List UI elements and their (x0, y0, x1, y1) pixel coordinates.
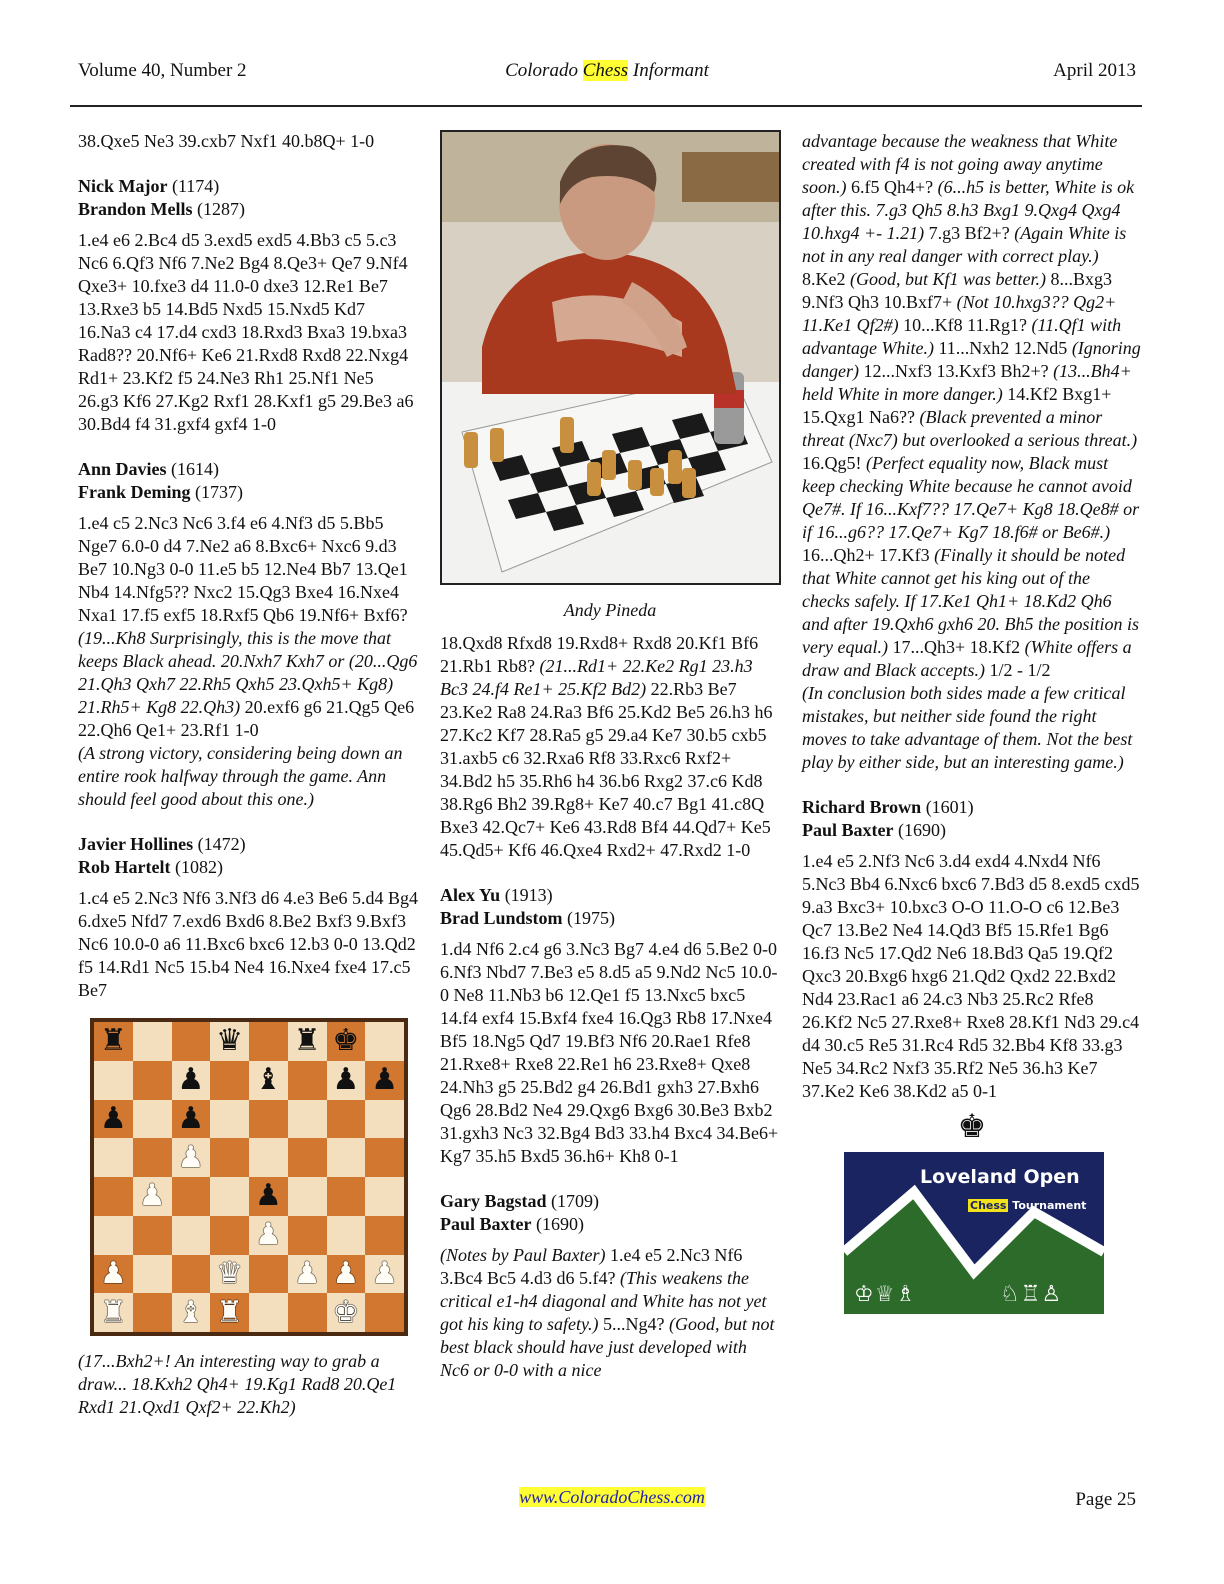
game-ann-davies (78, 458, 418, 811)
logo-sub-highlight: Chess (970, 1199, 1007, 1212)
square-e5 (249, 1138, 288, 1177)
square-c6 (172, 1100, 211, 1139)
square-f1 (288, 1293, 327, 1332)
annotation: (Black prevented a minor threat (Nxc7) but overlooked a serious threat.) (802, 407, 1138, 450)
annotation: (Perfect equality now, Black must keep checking White because he cannot avoid Qe7#. If 16...Kxf7?? 17.Qe7+ Kg8 18.Qe8# or if 16...g6?? 17.Qe7+ Kg7 18.f6# or Be6#.) (802, 453, 1140, 542)
square-b8 (133, 1022, 172, 1061)
moves-part: 20.exf6 g6 21.Qg5 Qe6 22.Qh6 Qe1+ 23.Rf1 1-0 (78, 697, 415, 740)
white-rating: (1709) (546, 1191, 600, 1211)
title-part-1: Colorado (505, 60, 583, 81)
square-g1 (327, 1293, 366, 1332)
loveland-open-logo[interactable] (844, 1152, 1104, 1314)
moves-part: 5...Ng4? (598, 1314, 669, 1334)
white-rating: (1913) (500, 885, 553, 905)
annotation: (Ignoring danger) (802, 338, 1141, 381)
players (802, 796, 1142, 842)
player-photo (440, 130, 781, 585)
annotation: (Good, but Kf1 was better.) (850, 269, 1046, 289)
continued-annotated-game (802, 130, 1142, 774)
logo-title: Loveland Open (920, 1166, 1080, 1188)
black-pawn-icon: ♟ (332, 1062, 360, 1098)
black-pawn-icon: ♟ (99, 1100, 127, 1136)
square-g6 (327, 1100, 366, 1139)
white-rook-icon: ♜ (216, 1294, 244, 1330)
black-king-icon: ♚ (332, 1023, 360, 1059)
white-rating: (1614) (166, 459, 220, 479)
square-f7 (288, 1061, 327, 1100)
square-f2 (288, 1255, 327, 1294)
white-rook-icon: ♜ (99, 1294, 127, 1330)
square-e7 (249, 1061, 288, 1100)
black-pawn-icon: ♟ (177, 1062, 205, 1098)
game-javier-hollines (78, 833, 418, 1002)
square-g5 (327, 1138, 366, 1177)
black-player: Paul Baxter (440, 1214, 532, 1234)
annotation: (Again White is not in any real danger with correct play.) (802, 223, 1127, 266)
page-number: Page 25 (1075, 1489, 1136, 1510)
square-a4 (94, 1177, 133, 1216)
website-link-text[interactable]: www.ColoradoChess.com (519, 1487, 705, 1507)
black-rating: (1737) (190, 482, 243, 502)
square-f3 (288, 1216, 327, 1255)
square-h5 (365, 1138, 404, 1177)
white-pawn-icon: ♟ (332, 1255, 360, 1291)
diagram-annotation: (17...Bxh2+! An interesting way to grab a draw... 18.Kxh2 Qh4+ 19.Kg1 Rad8 20.Qe1 Rxd1 21.Qxd1 Qxf2+ 22.Kh2) (78, 1351, 397, 1417)
website-link[interactable] (0, 1487, 1224, 1508)
moves-part: 1/2 - 1/2 (984, 660, 1051, 680)
square-a8 (94, 1022, 133, 1061)
square-h8 (365, 1022, 404, 1061)
square-c3 (172, 1216, 211, 1255)
annotation: (13...Bh4+ held White in more danger.) (802, 361, 1132, 404)
black-pawn-icon: ♟ (371, 1062, 399, 1098)
white-king-icon: ♚ (332, 1294, 360, 1330)
square-c1 (172, 1293, 211, 1332)
square-g7 (327, 1061, 366, 1100)
square-e8 (249, 1022, 288, 1061)
square-h6 (365, 1100, 404, 1139)
black-player: Paul Baxter (802, 820, 894, 840)
square-b2 (133, 1255, 172, 1294)
square-e1 (249, 1293, 288, 1332)
square-b4 (133, 1177, 172, 1216)
black-rating: (1690) (531, 1214, 584, 1234)
black-king-icon: ♚ (957, 1107, 987, 1145)
photo-caption: Andy Pineda (563, 600, 657, 620)
moves-part: 16...Qh2+ 17.Kf3 (802, 545, 935, 565)
black-bishop-icon: ♝ (254, 1062, 282, 1098)
square-e6 (249, 1100, 288, 1139)
black-rating: (1287) (192, 199, 246, 219)
photo-illustration (442, 132, 781, 585)
chess-diagram (90, 1018, 408, 1336)
annotation: (This weakens the critical e1-h4 diagonal and White has not yet got his king to safety.) (440, 1268, 767, 1334)
annotation: advantage because the weakness that White created with f4 is not going away anytime soon.) (802, 131, 1118, 197)
logo-sub-rest: Tournament (1008, 1199, 1087, 1212)
game-moves (802, 130, 1142, 682)
annotation: (Notes by Paul Baxter) (440, 1245, 606, 1265)
square-g8 (327, 1022, 366, 1061)
chess-pieces-icon: ♘♖♙ (1000, 1282, 1063, 1307)
black-queen-icon: ♛ (216, 1023, 244, 1059)
white-rating: (1601) (921, 797, 974, 817)
white-bishop-icon: ♝ (177, 1294, 205, 1330)
players (78, 458, 418, 504)
annotation: (6...h5 is better, White is ok after this. 7.g3 Qh5 8.h3 Bxg1 9.Qxg4 Qxg4 10.hxg4 +- 1.21) (802, 177, 1135, 243)
game-nick-major (78, 175, 418, 436)
title-part-2: Informant (628, 60, 709, 81)
moves-part: 17...Qh3+ 18.Kf2 (887, 637, 1025, 657)
square-e4 (249, 1177, 288, 1216)
players (440, 884, 780, 930)
players (440, 1190, 780, 1236)
intro-moves: 38.Qxe5 Ne3 39.cxb7 Nxf1 40.b8Q+ 1-0 (78, 131, 375, 151)
header-rule (70, 105, 1142, 107)
square-f5 (288, 1138, 327, 1177)
annotation: (Finally it should be noted that White cannot get his king out of the checks safely. If 17.Ke1 Qh1+ 18.Kd2 Qh6 and after 19.Qxh6 gxh6 20. Bh5 the position is very equal.) (802, 545, 1139, 657)
annotation: (21...Rd1+ 22.Ke2 Rg1 23.h3 Bc3 24.f4 Re1+ 25.Kf2 Bd2) (440, 656, 753, 699)
game-richard-brown (802, 796, 1142, 1103)
square-e3 (249, 1216, 288, 1255)
chess-pieces-icon: ♔♕♗ (854, 1282, 917, 1307)
white-player: Ann Davies (78, 459, 167, 479)
white-player: Alex Yu (440, 885, 501, 905)
issue-date: April 2013 (1053, 60, 1136, 81)
publication-title (78, 60, 1136, 82)
white-pawn-icon: ♟ (371, 1255, 399, 1291)
square-b3 (133, 1216, 172, 1255)
moves-part: 1.e4 c5 2.Nc3 Nc6 3.f4 e6 4.Nf3 d5 5.Bb5 Nge7 6.0-0 d4 7.Ne2 a6 8.Bxc6+ Nxc6 9.d3 Be7 10.Ng3 0-0 11.e5 b5 12.Ne4 Bb7 13.Qe1 Nb4 14.Nfg5?? Nxc2 15.Qg3 Bxe4 16.Nxe4 Nxa1 17.f5 exf5 18.Rxf5 Qb6 19.Nf6+ Bxf6? (78, 513, 408, 625)
white-player: Richard Brown (802, 797, 922, 817)
square-a1 (94, 1293, 133, 1332)
square-g3 (327, 1216, 366, 1255)
square-a7 (94, 1061, 133, 1100)
logo-subtitle (968, 1194, 1086, 1217)
white-pawn-icon: ♟ (293, 1255, 321, 1291)
players (78, 175, 418, 221)
square-c2 (172, 1255, 211, 1294)
moves-part: 1.e4 e5 2.Nc3 Nf6 3.Bc4 Bc5 4.d3 d6 5.f4? (440, 1245, 743, 1288)
black-player: Brad Lundstom (440, 908, 563, 928)
game-moves: 1.d4 Nf6 2.c4 g6 3.Nc3 Bg7 4.e4 d6 5.Be2 0-0 6.Nf3 Nbd7 7.Be3 e5 8.d5 a5 9.Nd2 Nc5 10.0-0 Ne8 11.Nb3 b6 12.Qe1 f5 13.Nxc5 bxc5 14.f4 exf4 15.Bxf4 fxe4 16.Qg3 Rb8 17.Nxe4 Bf5 18.Ng5 Qd7 19.Bf3 Nf6 20.Rae1 Rfe8 21.Rxe8+ Rxe8 22.Re1 h6 23.Rxe8+ Qxe8 24.Nh3 g5 25.Bd2 g4 26.Bd1 gxh3 27.Bxh6 Qg6 28.Bd2 Ne4 29.Qxg6 Bxg6 30.Be3 Bxb2 31.gxh3 Nc3 32.Bg4 Bd3 33.h4 Bxc4 34.Be6+ Kg7 35.h5 Bxd5 36.h6+ Kh8 0-1 (440, 939, 779, 1166)
square-h2 (365, 1255, 404, 1294)
black-player: Frank Deming (78, 482, 191, 502)
white-player: Javier Hollines (78, 834, 194, 854)
game-gary-bagstad (440, 1190, 780, 1382)
annotation: (A strong victory, considering being down an entire rook halfway through the game. Ann should feel good about this one.) (78, 743, 403, 809)
page-header (78, 60, 1136, 86)
moves-part: 8...Bxg3 9.Nf3 Qh3 10.Bxf7+ (802, 269, 1113, 312)
square-d4 (210, 1177, 249, 1216)
square-a2 (94, 1255, 133, 1294)
white-pawn-icon: ♟ (138, 1178, 166, 1214)
square-h3 (365, 1216, 404, 1255)
square-c4 (172, 1177, 211, 1216)
moves-part: 11...Nxh2 12.Nd5 (933, 338, 1072, 358)
black-rook-icon: ♜ (293, 1023, 321, 1059)
white-rating: (1174) (167, 176, 220, 196)
black-rating: (1690) (893, 820, 946, 840)
annotation: (11.Qf1 with advantage White.) (802, 315, 1122, 358)
square-f8 (288, 1022, 327, 1061)
game-moves: 1.e4 e5 2.Nf3 Nc6 3.d4 exd4 4.Nxd4 Nf6 5.Nc3 Bb4 6.Nxc6 bxc6 7.Bd3 d5 8.exd5 cxd5 9.a3 Bxc3+ 10.bxc3 O-O 11.O-O c6 12.Be3 Qc7 13.Be2 Ne4 14.Qd3 Bf5 15.Rfe1 Bg6 16.f3 Nc5 17.Qd2 Ne6 18.Bd3 Qa5 19.Qf2 Qxc3 20.Bxg6 hxg6 21.Qd2 Qxd2 22.Bxd2 Nd4 23.Rac1 a6 24.c3 Nb3 25.Rc2 Rfe8 26.Kf2 Nc5 27.Rxe8+ Rxe8 28.Kf1 Nd3 29.c4 d4 30.c5 Re5 31.Rc4 Rd5 32.Bb4 Kf8 33.g3 Ne5 34.Rc2 Nxf3 35.Rf2 Ne5 36.h3 Ke7 37.Ke2 Ke6 38.Kd2 a5 0-1 (802, 851, 1140, 1101)
square-d7 (210, 1061, 249, 1100)
moves-part: 10...Kf8 11.Rg1? (898, 315, 1032, 335)
black-pawn-icon: ♟ (254, 1178, 282, 1214)
moves-part: 12...Nxf3 13.Kxf3 Bh2+? (859, 361, 1054, 381)
square-e2 (249, 1255, 288, 1294)
white-player: Nick Major (78, 176, 168, 196)
conclusion-note: (In conclusion both sides made a few critical mistakes, but neither side found the right moves to take advantage of them. Not the best play by either side, but an interesting game.) (802, 683, 1133, 772)
black-rating: (1975) (562, 908, 616, 928)
square-d1 (210, 1293, 249, 1332)
column-1 (78, 130, 418, 1419)
square-h7 (365, 1061, 404, 1100)
column-2 (440, 130, 780, 1382)
white-queen-icon: ♛ (216, 1255, 244, 1291)
annotation: (Not 10.hxg3?? Qg2+ 11.Ke1 Qf2#) (802, 292, 1117, 335)
moves-part: 8.Ke2 (802, 269, 850, 289)
title-highlight: Chess (582, 60, 629, 81)
moves-part: 14.Kf2 Bxg1+ 15.Qxg1 Na6?? (802, 384, 1112, 427)
black-rating: (1082) (170, 857, 223, 877)
white-rating: (1472) (193, 834, 246, 854)
white-pawn-icon: ♟ (177, 1139, 205, 1175)
game-moves (440, 1244, 780, 1382)
square-c8 (172, 1022, 211, 1061)
black-player: Rob Hartelt (78, 857, 171, 877)
game-alex-yu (440, 884, 780, 1168)
square-a3 (94, 1216, 133, 1255)
column-3 (802, 130, 1142, 1314)
square-d8 (210, 1022, 249, 1061)
square-f4 (288, 1177, 327, 1216)
square-a5 (94, 1138, 133, 1177)
black-pawn-icon: ♟ (177, 1100, 205, 1136)
square-d2 (210, 1255, 249, 1294)
black-player: Brandon Mells (78, 199, 193, 219)
square-d5 (210, 1138, 249, 1177)
square-h4 (365, 1177, 404, 1216)
continued-moves (440, 632, 780, 862)
moves-part: 18.Qxd8 Rfxd8 19.Rxd8+ Rxd8 20.Kf1 Bf6 21.Rb1 Rb8? (440, 633, 759, 676)
square-a6 (94, 1100, 133, 1139)
square-d3 (210, 1216, 249, 1255)
volume-label: Volume 40, Number 2 (78, 60, 247, 81)
square-h1 (365, 1293, 404, 1332)
square-g2 (327, 1255, 366, 1294)
game-moves: 1.c4 e5 2.Nc3 Nf6 3.Nf3 d6 4.e3 Be6 5.d4 Bg4 6.dxe5 Nfd7 7.exd6 Bxd6 8.Be2 Bxf3 9.Bxf3 Nc6 10.0-0 a6 11.Bxc6 bxc6 12.b3 0-0 13.Qd2 f5 14.Rd1 Nc5 15.b4 Ne4 16.Nxe4 fxe4 17.c5 Be7 (78, 888, 418, 1000)
moves-part: 7.g3 Bf2+? (924, 223, 1015, 243)
square-d6 (210, 1100, 249, 1139)
white-pawn-icon: ♟ (99, 1255, 127, 1291)
white-player: Gary Bagstad (440, 1191, 547, 1211)
game-moves: 1.e4 e6 2.Bc4 d5 3.exd5 exd5 4.Bb3 c5 5.c3 Nc6 6.Qf3 Nf6 7.Ne2 Bg4 8.Qe3+ Qe7 9.Nf4 Qxe3+ 10.fxe3 d4 11.0-0 dxe3 12.Re1 Be7 13.Rxe3 b5 14.Bd5 Nxd5 15.Nxd5 Kd7 16.Na3 c4 17.d4 cxd3 18.Rxd3 Bxa3 19.bxa3 Rad8?? 20.Nf6+ Ke6 21.Rxd8 Rxd8 22.Nxg4 Rd1+ 23.Kf2 f5 24.Ne3 Rh1 25.Nf1 Ne5 26.g3 Kf6 27.Kg2 Rxf1 28.Kxf1 g5 29.Be3 a6 30.Bd4 f4 31.gxf4 gxf4 1-0 (78, 230, 414, 434)
white-pawn-icon: ♟ (254, 1217, 282, 1253)
square-b5 (133, 1138, 172, 1177)
moves-part: 16.Qg5! (802, 453, 866, 473)
square-b1 (133, 1293, 172, 1332)
square-c7 (172, 1061, 211, 1100)
square-b6 (133, 1100, 172, 1139)
square-c5 (172, 1138, 211, 1177)
annotation: (19...Kh8 Surprisingly, this is the move that keeps Black ahead. 20.Nxh7 Kxh7 or (20...Qg6 21.Qh3 Qxh7 22.Rh5 Qxh5 23.Qxh5+ Kg8) 21.Rh5+ Kg8 22.Qh3) (78, 628, 418, 717)
black-rook-icon: ♜ (99, 1023, 127, 1059)
moves-part: 22.Rb3 Be7 23.Ke2 Ra8 24.Ra3 Bf6 25.Kd2 Be5 26.h3 h6 27.Kc2 Kf7 28.Ra5 g5 29.a4 Ke7 30.b5 cxb5 31.axb5 c6 32.Rxa6 Rf8 33.Rxc6 Rxf2+ 34.Bd2 h5 35.Rh6 h4 36.b6 Rxg2 37.c6 Kd8 38.Rg6 Bh2 39.Rg8+ Ke7 40.c7 Bg1 41.c8Q Bxe3 42.Qc7+ Ke6 43.Rd8 Bf4 44.Qd7+ Ke5 45.Qd5+ Kf6 46.Qxe4 Rxd2+ 47.Rxd2 1-0 (440, 679, 773, 860)
annotation: (Good, but not best black should have just developed with Nc6 or 0-0 with a nice (440, 1314, 775, 1380)
square-b7 (133, 1061, 172, 1100)
players (78, 833, 418, 879)
square-g4 (327, 1177, 366, 1216)
square-f6 (288, 1100, 327, 1139)
annotation: (White offers a draw and Black accepts.) (802, 637, 1132, 680)
game-moves (78, 512, 418, 742)
moves-part: 6.f5 Qh4+? (846, 177, 938, 197)
